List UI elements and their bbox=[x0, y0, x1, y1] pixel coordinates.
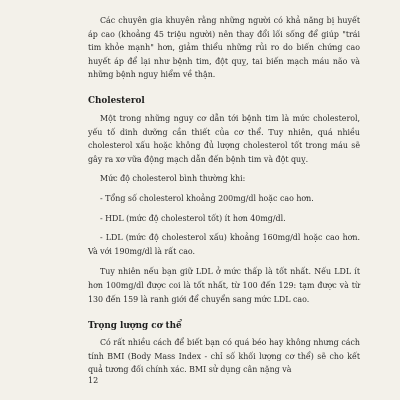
ldl-paragraph: Tuy nhiên nếu bạn giữ LDL ở mức thấp là tốt nhất. Nếu LDL ít hơn 100mg/dl được coi là tốt nhất, từ 100 đến 129: tạm được và từ 130 đến 159 là ranh giới để chuyển sang mức LDL cao. bbox=[88, 267, 360, 304]
body-weight-heading: Trọng lượng cơ thể bbox=[88, 321, 182, 332]
intro-paragraph: Các chuyên gia khuyên rằng những người có khả năng bị huyết áp cao (khoảng 45 triệu người) nên thay đổi lối sống để giúp "trái tim khỏe mạnh" hơn, giảm thiểu những rủi ro do biến chứng cao huyết áp để lại như bệnh tim, đột quỵ, tai biến mạch máu não và những bệnh nguy hiểm về thận. bbox=[88, 16, 360, 80]
page-number: 12 bbox=[88, 376, 99, 385]
cholesterol-paragraph: Một trong những nguy cơ dẫn tới bệnh tim là mức cholesterol, yếu tố dinh dưỡng cần thiết của cơ thể. Tuy nhiên, quá nhiều cholesterol xấu hoặc không đủ lượng cholesterol tốt trong máu sẽ gây ra xơ vữa động mạch dẫn đến bệnh tim và đột quỵ. bbox=[88, 113, 360, 164]
level-item-total: - Tổng số cholesterol khoảng 200mg/dl hoặc cao hơn. bbox=[100, 193, 314, 203]
normal-levels-intro: Mức độ cholesterol bình thường khi: bbox=[100, 174, 246, 184]
body-weight-paragraph: Có rất nhiều cách để biết bạn có quá béo hay không nhưng cách tính BMI (Body Mass Index - chỉ số khối lượng cơ thể) sẽ cho kết quả tương đối chính xác. BMI sử dụng cân nặng và bbox=[88, 338, 360, 375]
level-item-hdl: - HDL (mức độ cholesterol tốt) ít hơn 40mg/dl. bbox=[100, 213, 286, 223]
level-item-ldl: - LDL (mức độ cholesterol xấu) khoảng 160mg/dl hoặc cao hơn. Và với 190mg/dl là rất cao. bbox=[88, 233, 360, 256]
cholesterol-heading: Cholesterol bbox=[88, 95, 145, 106]
